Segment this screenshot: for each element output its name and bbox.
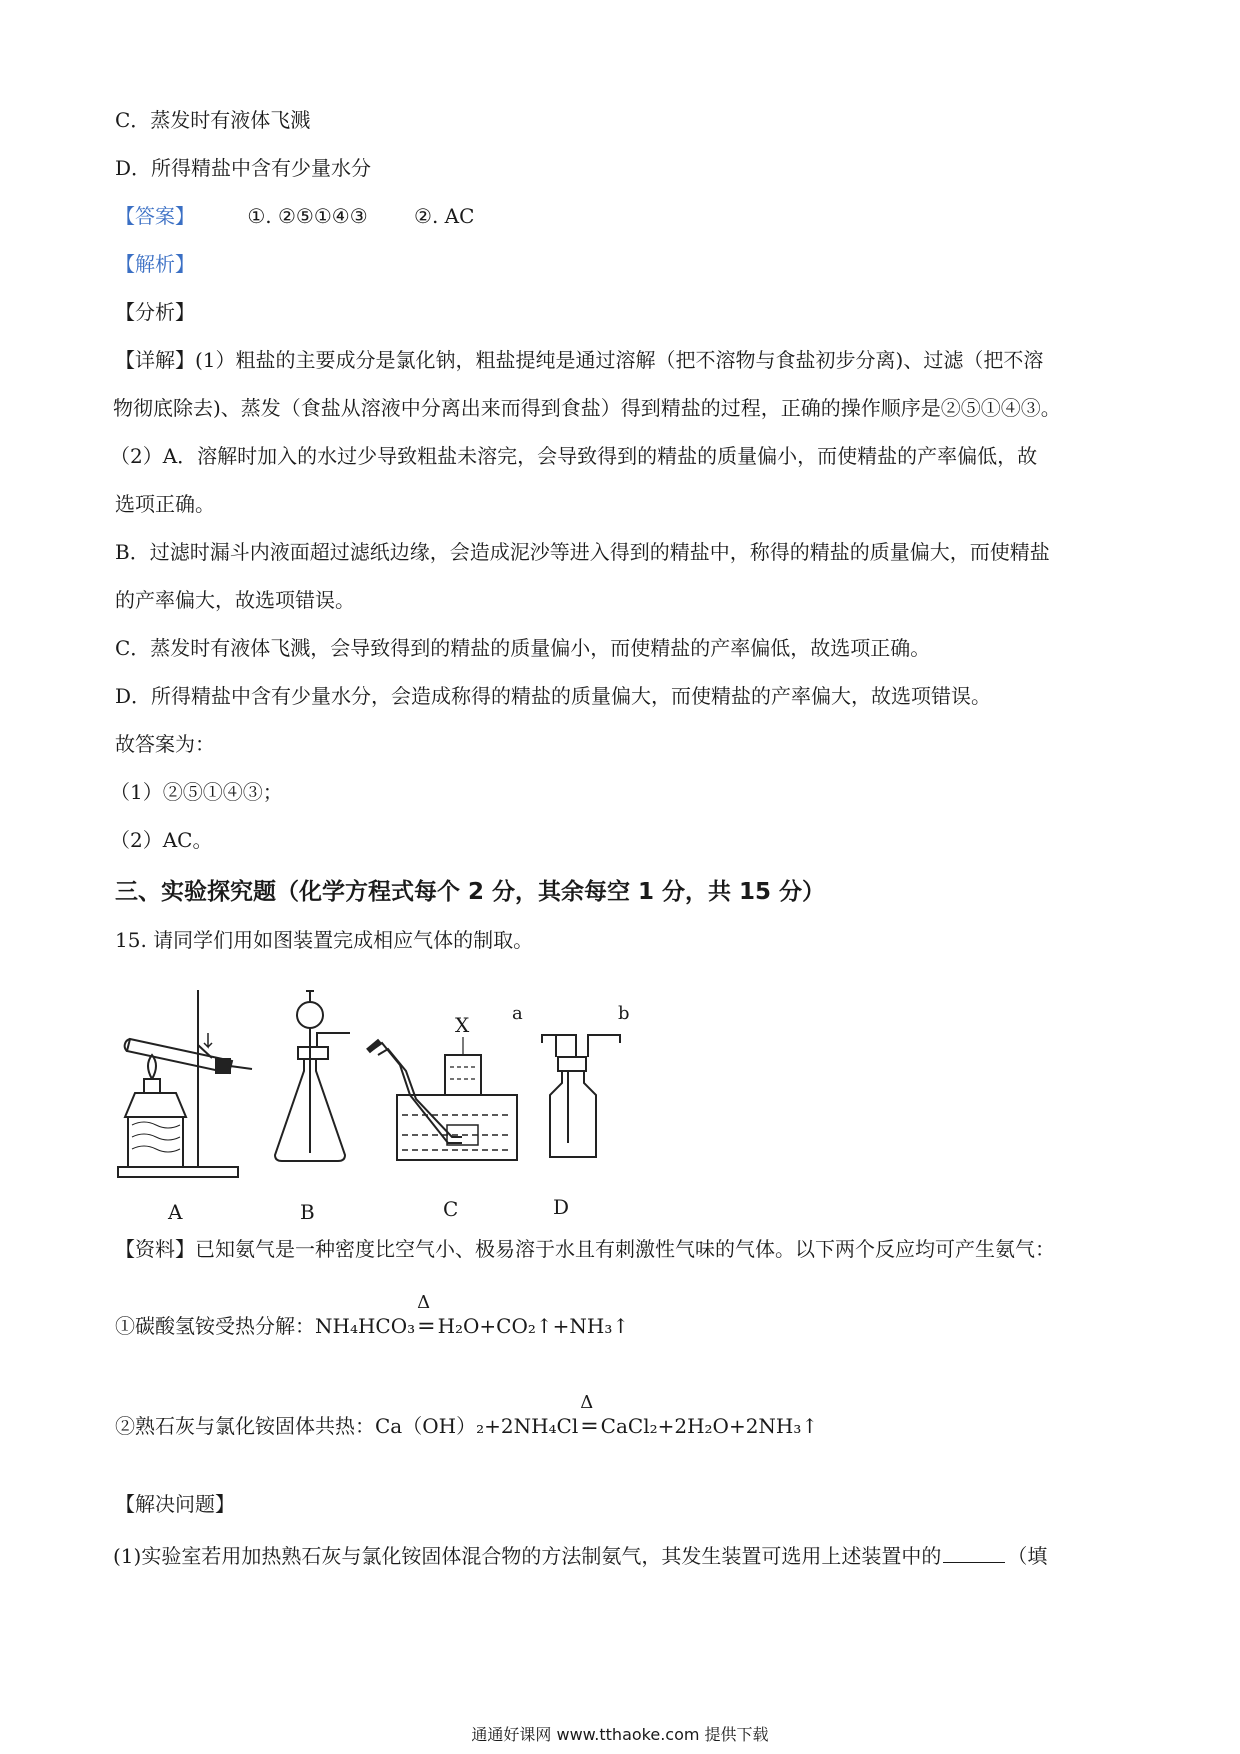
- label-port-a: a: [512, 1003, 523, 1024]
- answer-part-1: ①. ②⑤①④③: [247, 204, 368, 228]
- detail-tag: 【详解】: [115, 348, 195, 372]
- equation-2-right: CaCl₂+2H₂O+2NH₃↑: [600, 1414, 819, 1438]
- section-title: 三、实验探究题（化学方程式每个 2 分，其余每空 1 分，共 15 分）: [115, 879, 826, 905]
- equation-2-left: Ca（OH）₂+2NH₄Cl: [375, 1414, 579, 1438]
- resource-line: [115, 1233, 1055, 1262]
- answer-tag: 【答案】: [115, 204, 195, 228]
- option-c: C．蒸发时有液体飞溅: [115, 108, 311, 132]
- delta-symbol-2: Δ: [580, 1392, 594, 1413]
- apparatus-drawing: [110, 975, 700, 1235]
- label-d: D: [553, 1195, 570, 1219]
- detail-line-4: 选项正确。: [115, 492, 215, 516]
- answer-blank[interactable]: [943, 1544, 1005, 1563]
- apparatus-figure: [110, 975, 700, 1235]
- equation-1: [115, 1292, 630, 1339]
- detail-line-3: （2）A．溶解时加入的水过少导致粗盐未溶完，会导致得到的精盐的质量偏小，而使精盐的产率偏低，故: [110, 444, 1038, 468]
- resource-tag: 【资料】: [115, 1237, 195, 1261]
- apparatus-a: [118, 990, 252, 1177]
- equation-2-prefix: ②熟石灰与氯化铵固体共热：: [115, 1414, 375, 1438]
- label-port-b: b: [618, 1003, 630, 1024]
- question-1-tail: （填: [1007, 1544, 1048, 1568]
- question-1-line: [113, 1540, 1047, 1569]
- label-a: A: [168, 1200, 183, 1224]
- fenxi-tag: 【分析】: [115, 300, 195, 324]
- equation-2: [115, 1392, 819, 1439]
- detail-line-6: 的产率偏大，故选项错误。: [115, 588, 355, 612]
- answer-part-2: ②. AC: [414, 204, 475, 228]
- equation-1-left: NH₄HCO₃: [315, 1314, 416, 1338]
- equation-1-right: H₂O+CO₂↑+NH₃↑: [437, 1314, 630, 1338]
- apparatus-b: [275, 991, 350, 1161]
- answer-line: [115, 200, 474, 229]
- equation-1-prefix: ①碳酸氢铵受热分解：: [115, 1314, 315, 1338]
- analysis-tag: 【解析】: [115, 252, 195, 276]
- label-c: C: [443, 1197, 459, 1221]
- footer: 通通好课网 www.tthaoke.com 提供下载: [471, 1725, 769, 1744]
- detail-line-7: C．蒸发时有液体飞溅，会导致得到的精盐的质量偏小，而使精盐的产率偏低，故选项正确。: [115, 636, 931, 660]
- detail-text-1: (1）粗盐的主要成分是氯化钠，粗盐提纯是通过溶解（把不溶物与食盐初步分离)、过滤（把不溶: [195, 348, 1044, 372]
- label-b: B: [300, 1200, 315, 1224]
- detail-line-8: D．所得精盐中含有少量水分，会造成称得的精盐的质量偏大，而使精盐的产率偏大，故选项错误。: [115, 684, 992, 708]
- detail-line-1: [115, 344, 1043, 373]
- detail-line-2: 物彻底除去)、蒸发（食盐从溶液中分离出来而得到食盐）得到精盐的过程，正确的操作顺序是②⑤①④③。: [113, 396, 1061, 420]
- solve-tag: 【解决问题】: [115, 1492, 235, 1516]
- question-15: 15. 请同学们用如图装置完成相应气体的制取。: [115, 928, 534, 952]
- label-x: X: [455, 1013, 470, 1037]
- apparatus-d: [542, 1035, 620, 1157]
- heat-sign-2: Δ =: [580, 1392, 599, 1439]
- heat-sign-1: Δ =: [417, 1292, 436, 1339]
- resource-text: 已知氨气是一种密度比空气小、极易溶于水且有刺激性气味的气体。以下两个反应均可产生氨气：: [195, 1237, 1055, 1261]
- final-answer-2: （2）AC。: [110, 828, 213, 852]
- conclusion-line: 故答案为：: [115, 732, 215, 756]
- apparatus-c: [368, 1037, 517, 1160]
- question-1-text: (1)实验室若用加热熟石灰与氯化铵固体混合物的方法制氨气，其发生装置可选用上述装置中的: [113, 1544, 942, 1568]
- option-d: D．所得精盐中含有少量水分: [115, 156, 372, 180]
- delta-symbol-1: Δ: [417, 1292, 431, 1313]
- final-answer-1: （1）②⑤①④③；: [110, 780, 283, 804]
- detail-line-5: B．过滤时漏斗内液面超过滤纸边缘，会造成泥沙等进入得到的精盐中，称得的精盐的质量偏大，而使精盐: [115, 540, 1050, 564]
